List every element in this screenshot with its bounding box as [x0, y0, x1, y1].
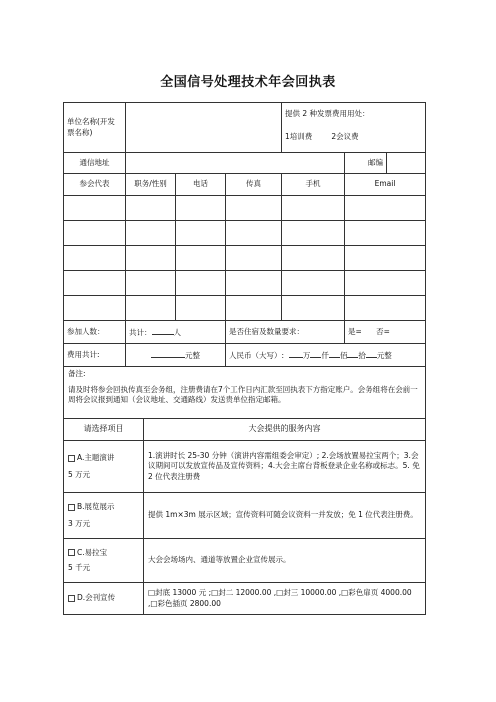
attendee-cell[interactable]: [345, 296, 426, 321]
fee-qian-blank[interactable]: [310, 349, 321, 358]
address-label: 通信地址: [64, 153, 126, 174]
service-price: 5 千元: [68, 563, 91, 572]
attendee-cell[interactable]: [345, 221, 426, 246]
page-title: 全国信号处理技术年会回执表: [160, 75, 336, 90]
service-option-d[interactable]: [64, 583, 144, 615]
attendee-cell[interactable]: [345, 196, 426, 221]
attendee-cell[interactable]: [64, 271, 126, 296]
fee-label: 费用共计:: [64, 344, 126, 367]
attendee-cell[interactable]: [126, 196, 176, 221]
attendee-row: [64, 246, 426, 271]
unit-name-field[interactable]: [126, 103, 282, 153]
attendee-cell[interactable]: [64, 246, 126, 271]
header-position: 职务/性别: [126, 174, 176, 196]
service-name: D.会刊宣传: [77, 593, 116, 603]
registration-form: [63, 102, 426, 615]
service-desc: 提供 1m×3m 展示区域；宣传资料可随会议资料一并发放；免 1 位代表注册费。: [144, 493, 426, 539]
count-total-blank[interactable]: [152, 326, 174, 335]
attendee-cell[interactable]: [64, 221, 126, 246]
attendee-cell[interactable]: [345, 271, 426, 296]
lodging-yes[interactable]: 是: [348, 326, 356, 336]
attendee-cell[interactable]: [226, 196, 282, 221]
invoice-option-training[interactable]: 1培训费: [285, 132, 313, 142]
remarks-cell: [64, 367, 426, 419]
lodging-label: 是否住宿及数量要求：: [226, 321, 345, 344]
service-row: [64, 441, 426, 493]
postcode-field[interactable]: [387, 153, 426, 174]
invoice-cell: [282, 103, 426, 153]
fee-bai: 佰: [339, 350, 348, 360]
service-row: [64, 493, 426, 539]
fee-shi: 拾: [358, 350, 366, 360]
header-email: Email: [345, 174, 426, 196]
fee-bai-blank[interactable]: [329, 349, 340, 358]
checkbox-icon[interactable]: [68, 455, 75, 462]
fee-qian: 仟: [321, 350, 329, 360]
header-attendee: 参会代表: [64, 174, 126, 196]
invoice-label: 提供 2 种发票费用用处：: [285, 109, 370, 118]
service-price: 3 万元: [68, 518, 91, 528]
fee-wan-blank[interactable]: [289, 349, 303, 358]
attendee-row: [64, 221, 426, 246]
attendee-cell[interactable]: [282, 246, 345, 271]
attendee-row: [64, 196, 426, 221]
service-desc: 大会会场场内、通道等放置企业宣传展示。: [144, 539, 426, 583]
attendee-cell[interactable]: [226, 221, 282, 246]
lodging-choice[interactable]: 是= 否=: [345, 321, 426, 344]
fee-shi-blank[interactable]: [347, 349, 358, 358]
service-desc: 1.演讲时长 25-30 分钟（演讲内容需组委会审定）; 2.会场放置易拉宝两个；3.会议期间可以发放宣传品及宣传资料；4.大会主席台背板登录企业名称或标志。5. 免 2 位代表注册费: [144, 441, 426, 493]
unit-name-label: 单位名称(开发票名称): [64, 103, 126, 153]
invoice-option-meeting[interactable]: 2会议费: [331, 132, 359, 142]
attendee-cell[interactable]: [282, 221, 345, 246]
attendee-cell[interactable]: [345, 246, 426, 271]
service-row: [64, 583, 426, 615]
attendee-cell[interactable]: [282, 271, 345, 296]
attendee-cell[interactable]: [176, 271, 226, 296]
count-total-suffix: 人: [173, 327, 181, 337]
service-option-c[interactable]: [64, 539, 144, 583]
service-name: A.主题演讲: [77, 453, 115, 463]
fee-yuan2-blank[interactable]: [366, 349, 377, 358]
remarks-text: 请及时将参会回执传真至会务组，注册费请在7个工作日内汇款至回执表下方指定账户。会务组将在会前一周将会议报到通知（会议地址、交通路线）发送贵单位指定邮箱。: [68, 385, 418, 405]
attendee-cell[interactable]: [126, 221, 176, 246]
header-phone: 电话: [176, 174, 226, 196]
service-name: B.展览展示: [77, 502, 115, 512]
fee-wan: 万: [302, 350, 311, 360]
attendee-cell[interactable]: [126, 296, 176, 321]
lodging-no[interactable]: 否: [376, 326, 384, 336]
header-fax: 传真: [226, 174, 282, 196]
fee-yuan-zheng: 元整: [376, 350, 392, 360]
postcode-label: 邮编: [345, 153, 387, 174]
attendee-cell[interactable]: [64, 296, 126, 321]
services-header-left: 请选择项目: [64, 419, 144, 441]
fee-yuan-suffix: 元整: [185, 350, 200, 360]
count-total-cell[interactable]: [126, 321, 226, 344]
fee-yuan-cell[interactable]: [126, 344, 226, 367]
attendee-row: [64, 271, 426, 296]
attendee-cell[interactable]: [176, 196, 226, 221]
fee-rmb-cell[interactable]: [226, 344, 426, 367]
attendee-cell[interactable]: [176, 296, 226, 321]
attendee-cell[interactable]: [64, 196, 126, 221]
count-label: 参加人数：: [64, 321, 126, 344]
address-field[interactable]: [126, 153, 345, 174]
service-option-b[interactable]: [64, 493, 144, 539]
attendee-cell[interactable]: [282, 196, 345, 221]
service-desc: □封底 13000 元 ;□封二 12000.00 ,□封三 10000.00 ,□彩色扉页 4000.00 ,□彩色插页 2800.00: [144, 583, 426, 615]
checkbox-icon[interactable]: [68, 549, 75, 556]
attendee-cell[interactable]: [226, 296, 282, 321]
attendee-cell[interactable]: [126, 271, 176, 296]
attendee-cell[interactable]: [282, 296, 345, 321]
fee-rmb-label: 人民币（大写）:: [229, 350, 285, 360]
fee-yuan-blank[interactable]: [151, 349, 185, 358]
attendee-cell[interactable]: [176, 221, 226, 246]
attendee-cell[interactable]: [126, 246, 176, 271]
service-option-a[interactable]: [64, 441, 144, 493]
attendee-cell[interactable]: [176, 246, 226, 271]
attendee-cell[interactable]: [226, 271, 282, 296]
services-header-right: 大会提供的服务内容: [144, 419, 426, 441]
service-name: C.易拉宝: [77, 547, 108, 557]
checkbox-icon[interactable]: [68, 504, 75, 511]
checkbox-icon[interactable]: [68, 595, 75, 602]
header-mobile: 手机: [282, 174, 345, 196]
count-total-prefix: 共计：: [129, 327, 152, 337]
attendee-cell[interactable]: [226, 246, 282, 271]
service-price: 5 万元: [68, 469, 91, 479]
remarks-label: 备注:: [68, 369, 86, 378]
service-row: [64, 539, 426, 583]
attendee-row: [64, 296, 426, 321]
